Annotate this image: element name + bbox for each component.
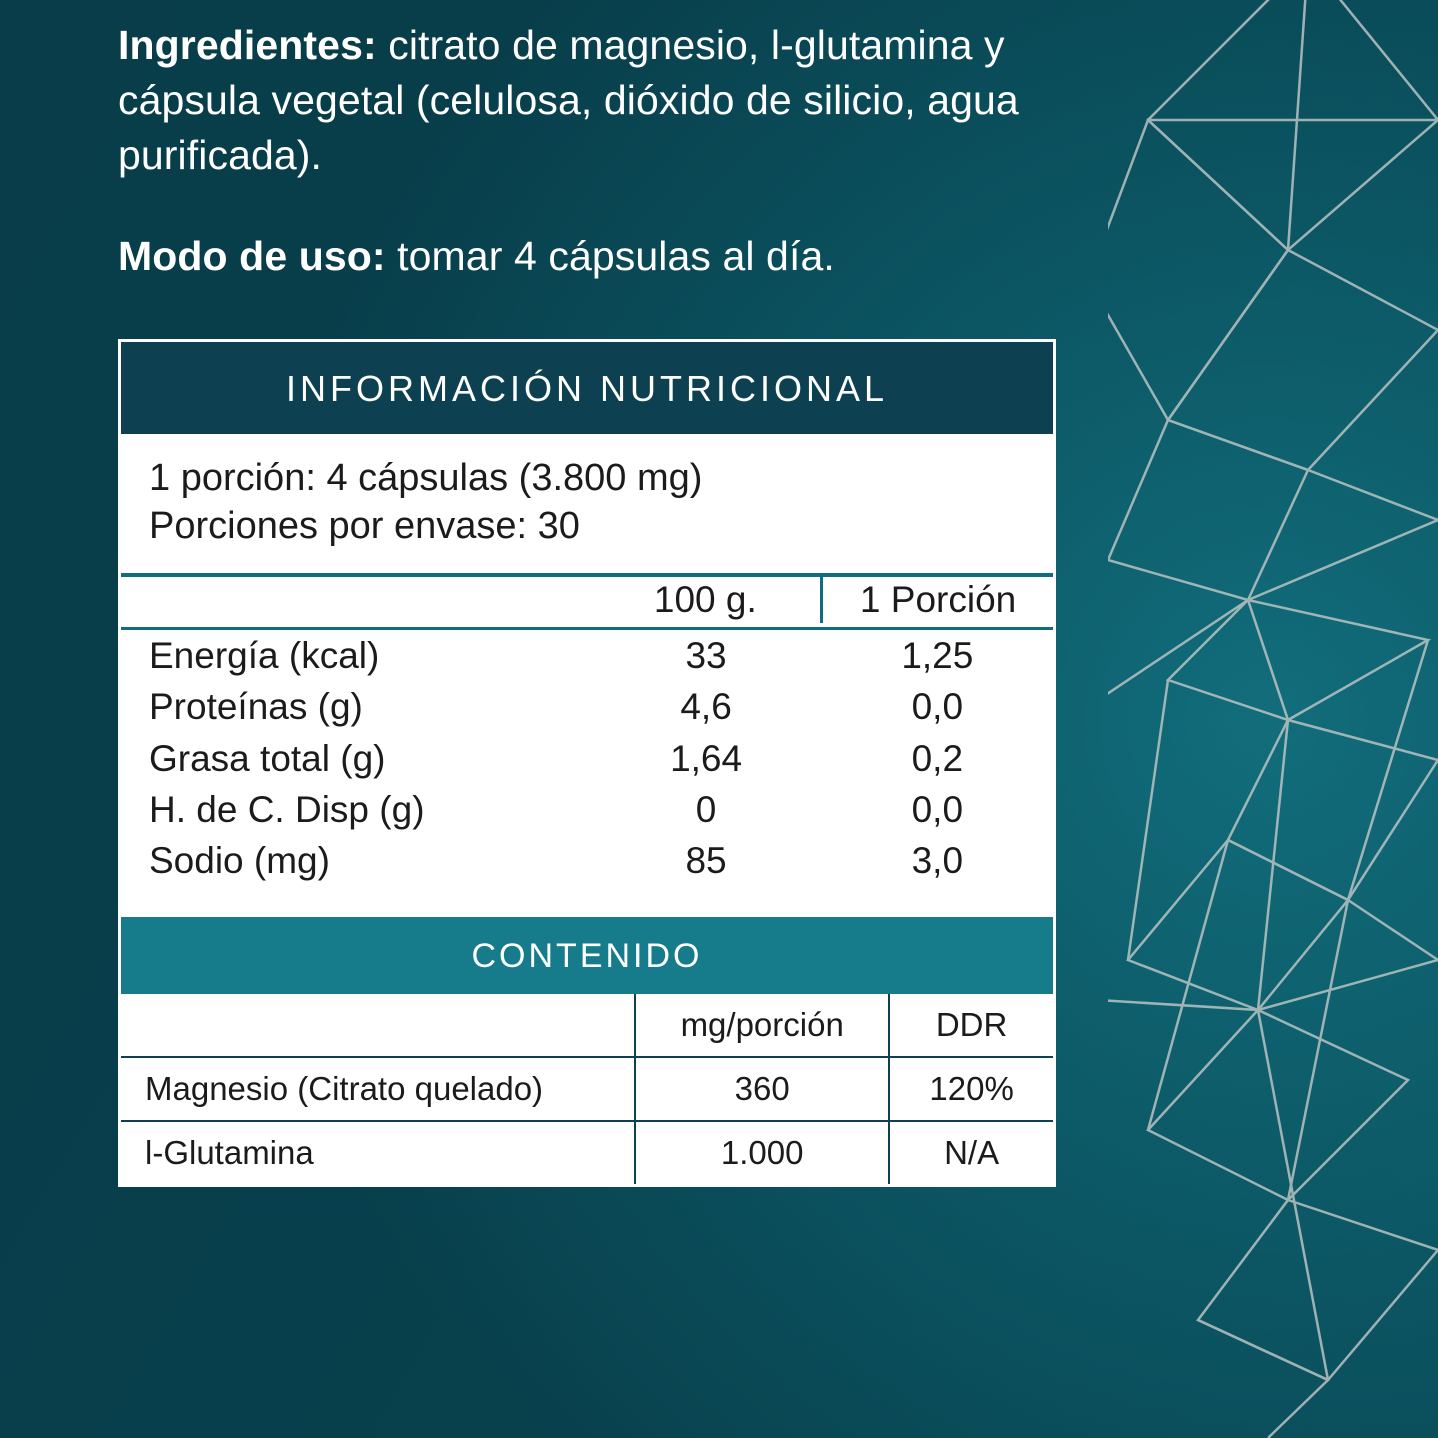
table-row	[121, 1121, 1053, 1184]
usage-label: Modo de uso:	[118, 232, 386, 279]
nutrition-col-100g: 100 g.	[590, 577, 821, 623]
ingredients-label: Ingredientes:	[118, 22, 377, 68]
nutrition-table-header-row	[121, 577, 1053, 623]
contenido-row-ddr: 120%	[889, 1057, 1053, 1121]
nutrition-row-100g: 0	[695, 789, 717, 831]
nutrition-col-blank	[121, 577, 590, 623]
servings-per-container: Porciones por envase: 30	[149, 505, 580, 548]
nutrition-panel	[118, 339, 1056, 1187]
contenido-header-row	[121, 994, 1053, 1057]
nutrition-row-100g: 85	[685, 840, 727, 882]
contenido-row-ddr: N/A	[889, 1121, 1053, 1184]
nutrition-row-portion: 1,25	[901, 635, 974, 676]
contenido-table	[121, 994, 1053, 1184]
table-row	[121, 629, 1053, 682]
nutrition-row-100g: 4,6	[680, 686, 732, 728]
ingredients-text: citrato de magnesio, l-glutamina y cápsula vegetal (celulosa, dióxido de silicio, agua purificada).	[118, 22, 1019, 178]
usage-paragraph	[118, 229, 1048, 284]
nutrition-panel-title: INFORMACIÓN NUTRICIONAL	[121, 342, 1053, 434]
nutrition-row-label: Sodio (mg)	[149, 840, 330, 882]
ingredients-paragraph	[118, 18, 1048, 183]
nutrition-row-100g: 1,64	[670, 737, 743, 779]
serving-size: 1 porción: 4 cápsulas (3.800 mg)	[149, 456, 703, 499]
serving-info	[121, 434, 1053, 577]
nutrition-row-label: Grasa total (g)	[149, 737, 386, 779]
contenido-row-name: Magnesio (Citrato quelado)	[121, 1057, 635, 1121]
nutrition-row-portion: 0,0	[911, 686, 964, 728]
nutrition-row-portion: 0,0	[911, 789, 964, 831]
nutrition-row-label: H. de C. Disp (g)	[149, 789, 425, 831]
nutrition-row-label: Proteínas (g)	[149, 686, 363, 728]
nutrition-table-spacer	[121, 887, 1053, 917]
table-row	[121, 1057, 1053, 1121]
table-row	[121, 784, 1053, 835]
nutrition-row-portion: 0,2	[911, 737, 964, 779]
contenido-title: CONTENIDO	[121, 917, 1053, 994]
table-row	[121, 681, 1053, 732]
table-row	[121, 835, 1053, 886]
nutrition-row-portion: 3,0	[911, 840, 964, 882]
nutrition-table	[121, 577, 1053, 917]
contenido-row-mg: 360	[635, 1057, 889, 1121]
nutrition-row-label: Energía (kcal)	[149, 635, 380, 676]
nutrition-col-portion: 1 Porción	[859, 579, 1017, 620]
contenido-row-mg: 1.000	[635, 1121, 889, 1184]
contenido-col-mg: mg/porción	[635, 994, 889, 1057]
contenido-col-ddr: DDR	[889, 994, 1053, 1057]
nutrition-row-100g: 33	[685, 635, 727, 676]
contenido-col-blank	[121, 994, 635, 1057]
contenido-row-name: l-Glutamina	[121, 1121, 635, 1184]
table-row	[121, 733, 1053, 784]
usage-text: tomar 4 cápsulas al día.	[385, 232, 835, 279]
